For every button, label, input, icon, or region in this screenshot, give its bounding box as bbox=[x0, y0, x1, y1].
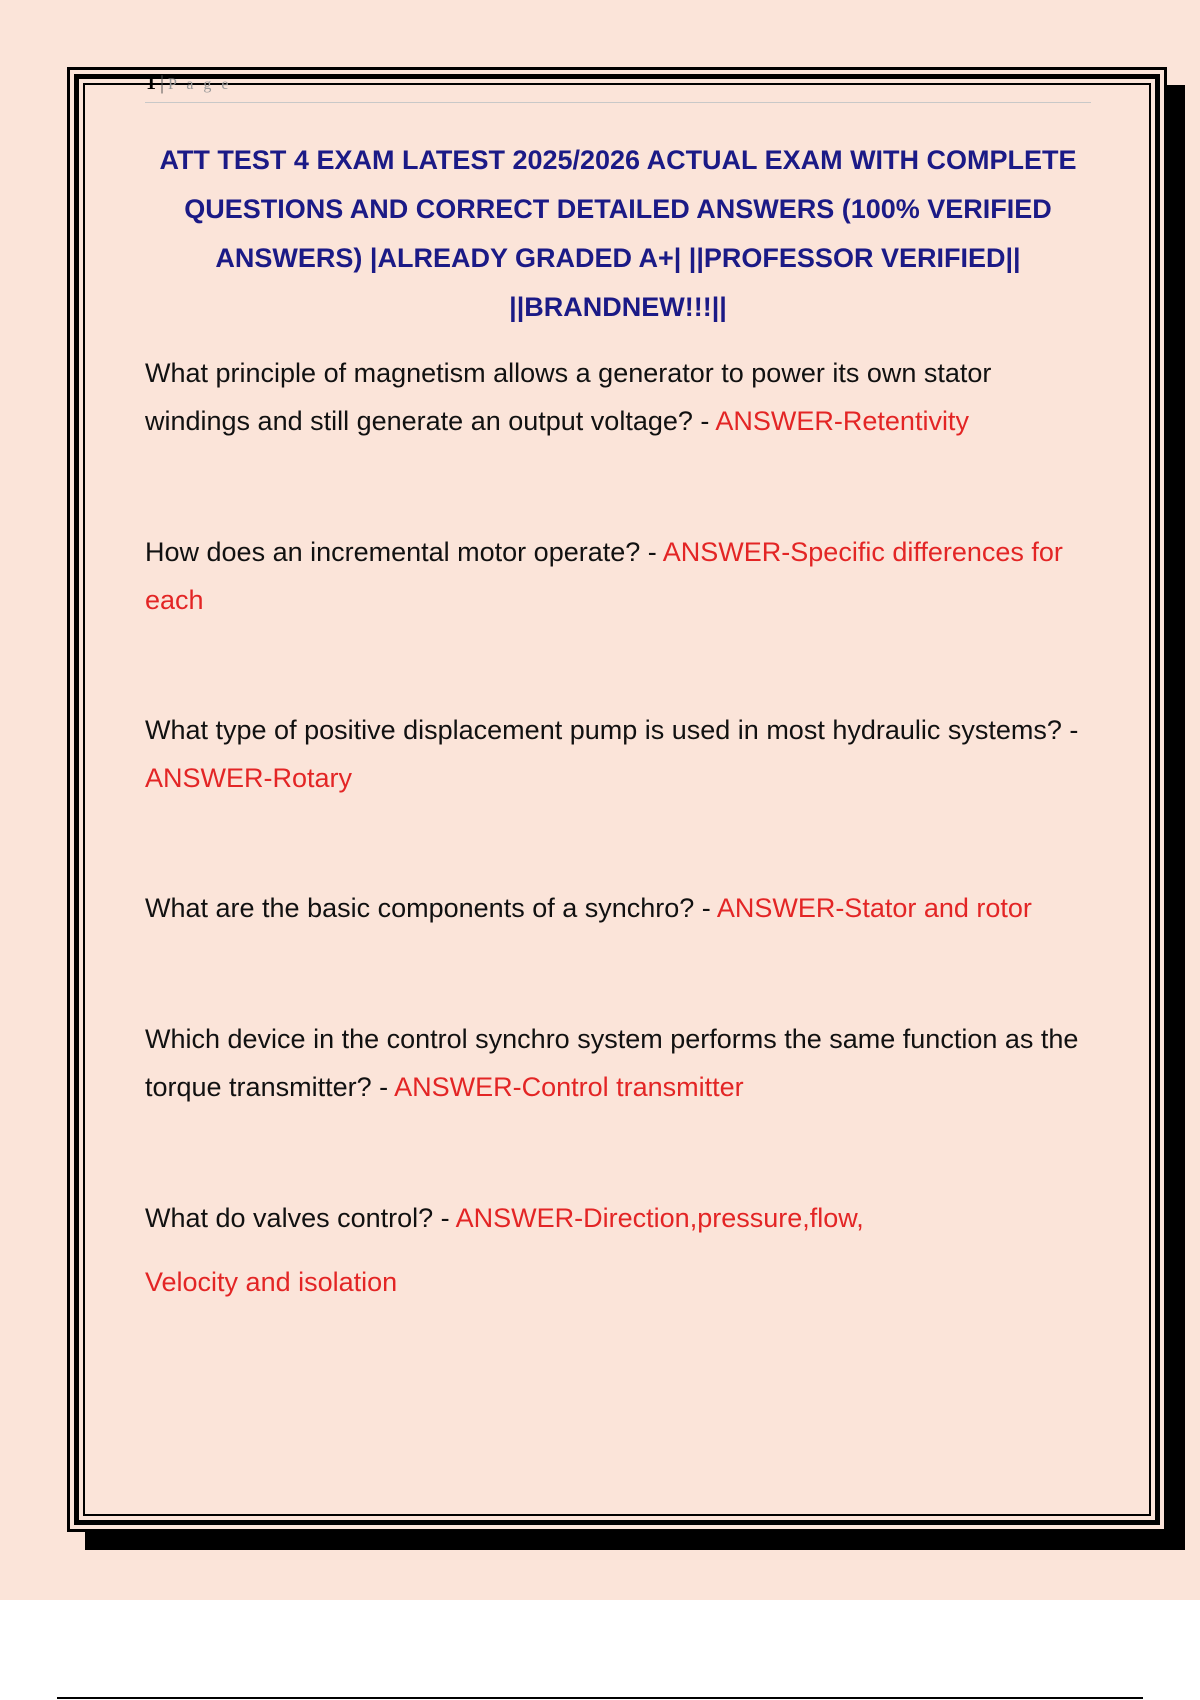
answer-text: ANSWER-Retentivity bbox=[715, 406, 969, 436]
qa-item bbox=[145, 884, 1095, 932]
qa-item bbox=[145, 528, 1095, 624]
answer-text: ANSWER-Control transmitter bbox=[394, 1072, 744, 1102]
qa-item bbox=[145, 706, 1095, 802]
page-number: 1 bbox=[146, 72, 156, 94]
page-number-header bbox=[146, 72, 232, 94]
question-text: What do valves control? - bbox=[145, 1203, 456, 1233]
document-title: ATT TEST 4 EXAM LATEST 2025/2026 ACTUAL EXAM WITH COMPLETE QUESTIONS AND CORRECT DETAILED ANSWERS (100% VERIFIED ANSWERS) |ALREADY GRADED A+| ||PROFESSOR VERIFIED|| ||BRANDNEW!!!|| bbox=[159, 145, 1077, 322]
footer-rule bbox=[57, 1697, 1143, 1699]
answer-text: ANSWER-Stator and rotor bbox=[716, 893, 1032, 923]
question-text: What principle of magnetism allows a generator to power its own stator windings and still generate an output voltage? - bbox=[145, 358, 992, 436]
question-text: How does an incremental motor operate? - bbox=[145, 537, 663, 567]
header-divider bbox=[145, 102, 1091, 103]
page-separator: | bbox=[160, 72, 165, 94]
page-word: P a g e bbox=[168, 76, 232, 93]
qa-item bbox=[145, 349, 1095, 445]
answer-text: ANSWER-Specific differences for each bbox=[145, 537, 1063, 615]
answer-text: ANSWER-Direction,pressure,flow, bbox=[455, 1203, 864, 1233]
question-text: What type of positive displacement pump is used in most hydraulic systems? - bbox=[145, 715, 1079, 745]
answer-text: ANSWER-Rotary bbox=[145, 763, 353, 793]
qa-item bbox=[145, 1194, 1095, 1242]
answer-continued-text: Velocity and isolation bbox=[145, 1267, 398, 1297]
qa-item bbox=[145, 1015, 1095, 1111]
question-text: What are the basic components of a synchro? - bbox=[145, 893, 717, 923]
question-text: Which device in the control synchro system performs the same function as the torque transmitter? - bbox=[145, 1024, 1079, 1102]
